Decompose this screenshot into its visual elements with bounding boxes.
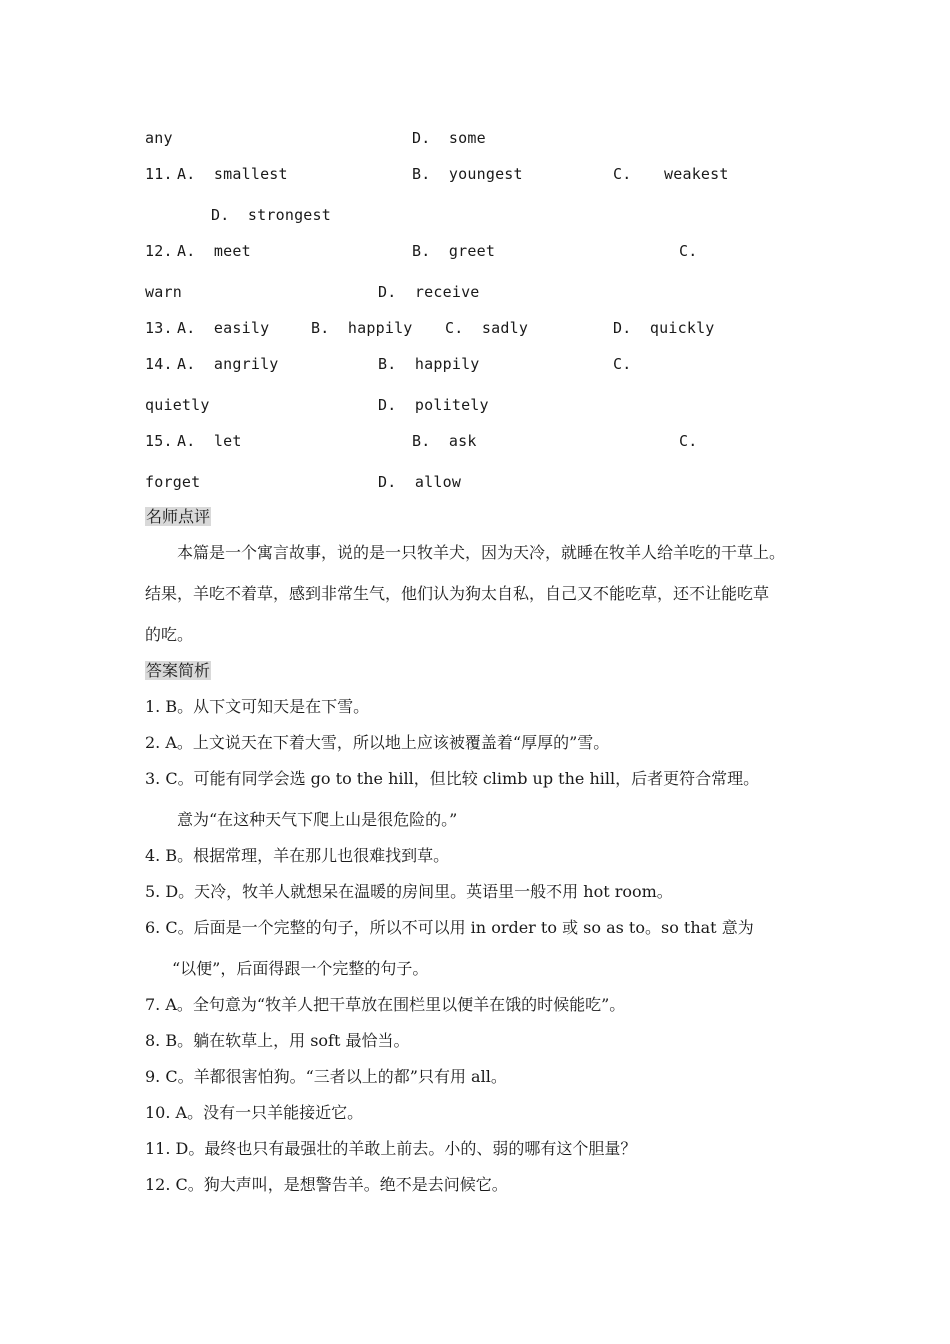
option-text: C. xyxy=(613,355,632,373)
question-number: 12. xyxy=(145,242,173,260)
section-heading-text: 名师点评 xyxy=(146,507,211,526)
answer-line: 11. D。最终也只有最强壮的羊敢上前去。小的、弱的哪有这个胆量？ xyxy=(145,1139,637,1158)
option-text: B. ask xyxy=(412,432,477,450)
option-text: C. xyxy=(679,242,698,260)
option-text: A. meet xyxy=(177,242,251,260)
option-text: D. quickly xyxy=(613,319,715,337)
answer-line: 12. C。狗大声叫，是想警告羊。绝不是去问候它。 xyxy=(145,1175,508,1194)
option-text: C. sadly xyxy=(445,319,529,337)
section-heading-review xyxy=(145,506,211,528)
option-text: A. let xyxy=(177,432,242,450)
option-text: B. happily xyxy=(378,355,480,373)
option-text: C. xyxy=(613,165,632,183)
option-text: D. some xyxy=(412,129,486,147)
section-heading-answers xyxy=(145,660,211,682)
answer-line: 3. C。可能有同学会选 go to the hill，但比较 climb up the hill，后者更符合常理。 xyxy=(145,769,760,788)
option-text: B. youngest xyxy=(412,165,523,183)
option-text: D. strongest xyxy=(211,206,331,224)
answer-line: 意为“在这种天气下爬上山是很危险的。” xyxy=(177,810,458,829)
option-text: D. receive xyxy=(378,283,480,301)
option-text: B. happily xyxy=(311,319,413,337)
answer-line: 8. B。躺在软草上，用 soft 最恰当。 xyxy=(145,1031,410,1050)
answer-line: 1. B。从下文可知天是在下雪。 xyxy=(145,697,370,716)
answer-line: 5. D。天冷，牧羊人就想呆在温暖的房间里。英语里一般不用 hot room。 xyxy=(145,882,673,901)
option-text: A. easily xyxy=(177,319,270,337)
section-heading-text: 答案简析 xyxy=(146,661,211,680)
option-text: D. allow xyxy=(378,473,462,491)
option-text: warn xyxy=(145,283,182,301)
review-paragraph-line: 本篇是一个寓言故事，说的是一只牧羊犬，因为天冷，就睡在牧羊人给羊吃的干草上。 xyxy=(177,543,786,562)
question-number: 11. xyxy=(145,165,173,183)
question-number: 13. xyxy=(145,319,173,337)
question-number: 14. xyxy=(145,355,173,373)
option-text: forget xyxy=(145,473,201,491)
answer-line: 10. A。没有一只羊能接近它。 xyxy=(145,1103,364,1122)
answer-line: 7. A。全句意为“牧羊人把干草放在围栏里以便羊在饿的时候能吃”。 xyxy=(145,995,626,1014)
option-text: weakest xyxy=(664,165,729,183)
option-text: C. xyxy=(679,432,698,450)
answer-line: 9. C。羊都很害怕狗。“三者以上的都”只有用 all。 xyxy=(145,1067,507,1086)
option-text: D. politely xyxy=(378,396,489,414)
option-text: A. smallest xyxy=(177,165,288,183)
review-paragraph-line: 的吃。 xyxy=(145,625,194,644)
answer-line: “以便”，后面得跟一个完整的句子。 xyxy=(172,959,429,978)
option-text: quietly xyxy=(145,396,210,414)
answer-line: 6. C。后面是一个完整的句子，所以不可以用 in order to 或 so as to。so that 意为 xyxy=(145,918,754,937)
answer-line: 4. B。根据常理，羊在那儿也很难找到草。 xyxy=(145,846,450,865)
option-text: any xyxy=(145,129,173,147)
answer-line: 2. A。上文说天在下着大雪，所以地上应该被覆盖着“厚厚的”雪。 xyxy=(145,733,610,752)
option-text: B. greet xyxy=(412,242,496,260)
review-paragraph-line: 结果，羊吃不着草，感到非常生气，他们认为狗太自私，自己又不能吃草，还不让能吃草 xyxy=(145,584,770,603)
option-text: A. angrily xyxy=(177,355,279,373)
question-number: 15. xyxy=(145,432,173,450)
